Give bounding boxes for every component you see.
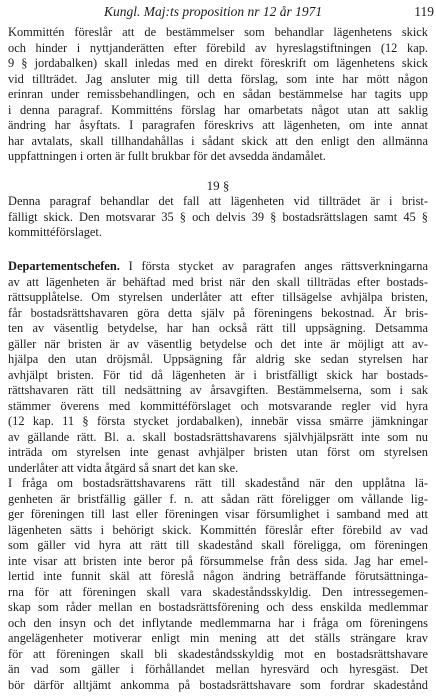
text-line: lägenheten sätts i behörigt skick. Kommittén föreslår efter förebild av vad [8, 522, 428, 537]
text-line: avhjälpt bristen. För tid då lägenheten är i bristfälligt skick har bostads- [8, 367, 428, 382]
text-line: Kommittén föreslår att de bestämmelser som behandlar lägenhetens skick [8, 25, 428, 39]
text-line: (12 kap. 11 § första stycket jordabalken), innebär vissa smärre jämkningar [8, 414, 428, 428]
text-line: ger föreningen till last eller föreningen visar försumlighet i samband med att [8, 507, 428, 521]
speaker-line [8, 259, 428, 274]
text-line: rättshavaren rätt till nedsättning av årsavgiften. Bestämmelserna, som i sak [8, 383, 428, 397]
text-line: lertid inte funnit skäl att föreslå någon ändring beträffande förutsättninga- [8, 569, 428, 583]
text-line: 9 § jordabalken) skall inledas med en direkt föreskrift om lägenhetens skick [8, 56, 428, 70]
text-line: vid tillträdet. Jag ansluter mig till detta förslag, som inte har mött någon [8, 71, 428, 86]
text-line: i denna paragraf. Kommitténs förslag har omarbetats något utan att saklig [8, 102, 428, 117]
text-line: erinran under remissbehandlingen, och en sådan bestämmelse har tagits upp [8, 87, 428, 101]
text-line: inte visar att bristen inte beror på försummelse från dess sida. Jag har emel- [8, 553, 428, 568]
text-line: har avtalats, skall tillhandahållas i sådant skick att den enligt den allmänna [8, 133, 428, 148]
text-line: stämmer överens med kommittéförslaget och motsvarande regler vid hyra [8, 398, 428, 413]
text-line: får bostadsrättshavaren göra detta själv på föreningens bekostnad. Är bris- [8, 305, 428, 320]
running-header [104, 4, 434, 20]
text-line: inträda om styrelsen inte genast avhjälper bristen utan först om styrelsen [8, 445, 428, 459]
text-line: gäller när bristen är av väsentlig betydelse och det inte är möjligt att av- [8, 336, 428, 351]
text-line: uppfattningen i orten är fullt brukbar för det avsedda ändamålet. [8, 149, 326, 163]
section-heading: 19 § [206, 178, 230, 193]
text-line: underlåter att vidta åtgärd så snart det kan ske. [8, 460, 239, 475]
text-line: rna för att föreningen skall vara skadeståndsskyldig. Den intressegemen- [8, 584, 428, 599]
text-line: ten av väsentlig betydelse, har han också rätt till uppsägning. Detsamma [8, 321, 428, 335]
text-line: av gällande rätt. Bl. a. skall bostadsrättshavarens självhjälpsrätt inte som nu [8, 429, 428, 444]
text-line: och hinder i nyttjanderätten efter förebild av hyreslagstiftningen (12 kap. [8, 40, 428, 55]
text-line: än vad som gäller i förhållandet mellan hyresvärd och hyresgäst. Det [8, 662, 428, 676]
text-line: I fråga om bostadsrättshavarens rätt till skadestånd när den upplåtna lä- [8, 476, 428, 490]
page-number: 119 [414, 4, 434, 19]
text-line: skap som råder mellan en bostadsrättsförening och dess enskilda medlemmar [8, 600, 428, 614]
text-line: hjälpa den utan dröjsmål. Uppsägning får aldrig ske sedan styrelsen har [8, 352, 428, 366]
text-line: Denna paragraf behandlar det fall att lägenheten vid tillträdet är i brist- [8, 194, 428, 208]
speaker-line-text: I första stycket av paragrafen anges rättsverkningarna [128, 259, 428, 273]
text-line: genheten är bristfällig gäller f. n. att sådan rätt föreligger om vållande lig- [8, 491, 428, 506]
text-line: fälligt skick. Den motsvarar 35 § och delvis 39 § bostadsrättslagen samt 45 § [8, 209, 428, 224]
text-line: ändring har åsyftats. I paragrafen föreskrivs att lägenheten, om inte annat [8, 118, 428, 132]
text-line: som gäller vid hyra att rätt till skadestånd skall föreligga, om föreningen [8, 538, 428, 552]
running-title: Kungl. Maj:ts proposition nr 12 år 1971 [104, 4, 323, 19]
text-line: rättsupplåtelse. Om styrelsen underlåter att efter tillsägelse avhjälpa bristen, [8, 290, 428, 304]
speaker-label: Departementschefen. [8, 259, 120, 273]
text-line: för att föreningen skall bli skadeståndsskyldig mot en bostadsrättshavare [8, 646, 428, 661]
text-line: och den insyn och det inflytande medlemmarna har i fråga om föreningens [8, 615, 428, 630]
text-line: angelägenheter motiverar enligt min mening att det ställs strängare krav [8, 631, 428, 645]
text-line: av att lägenheten är behäftad med brist när den skall tillträdas efter bostads- [8, 274, 428, 289]
text-line: kommittéförslaget. [8, 225, 102, 239]
text-line: bör därför alltjämt ankomma på bostadsrättshavare som fordrar skadestånd [8, 677, 428, 692]
